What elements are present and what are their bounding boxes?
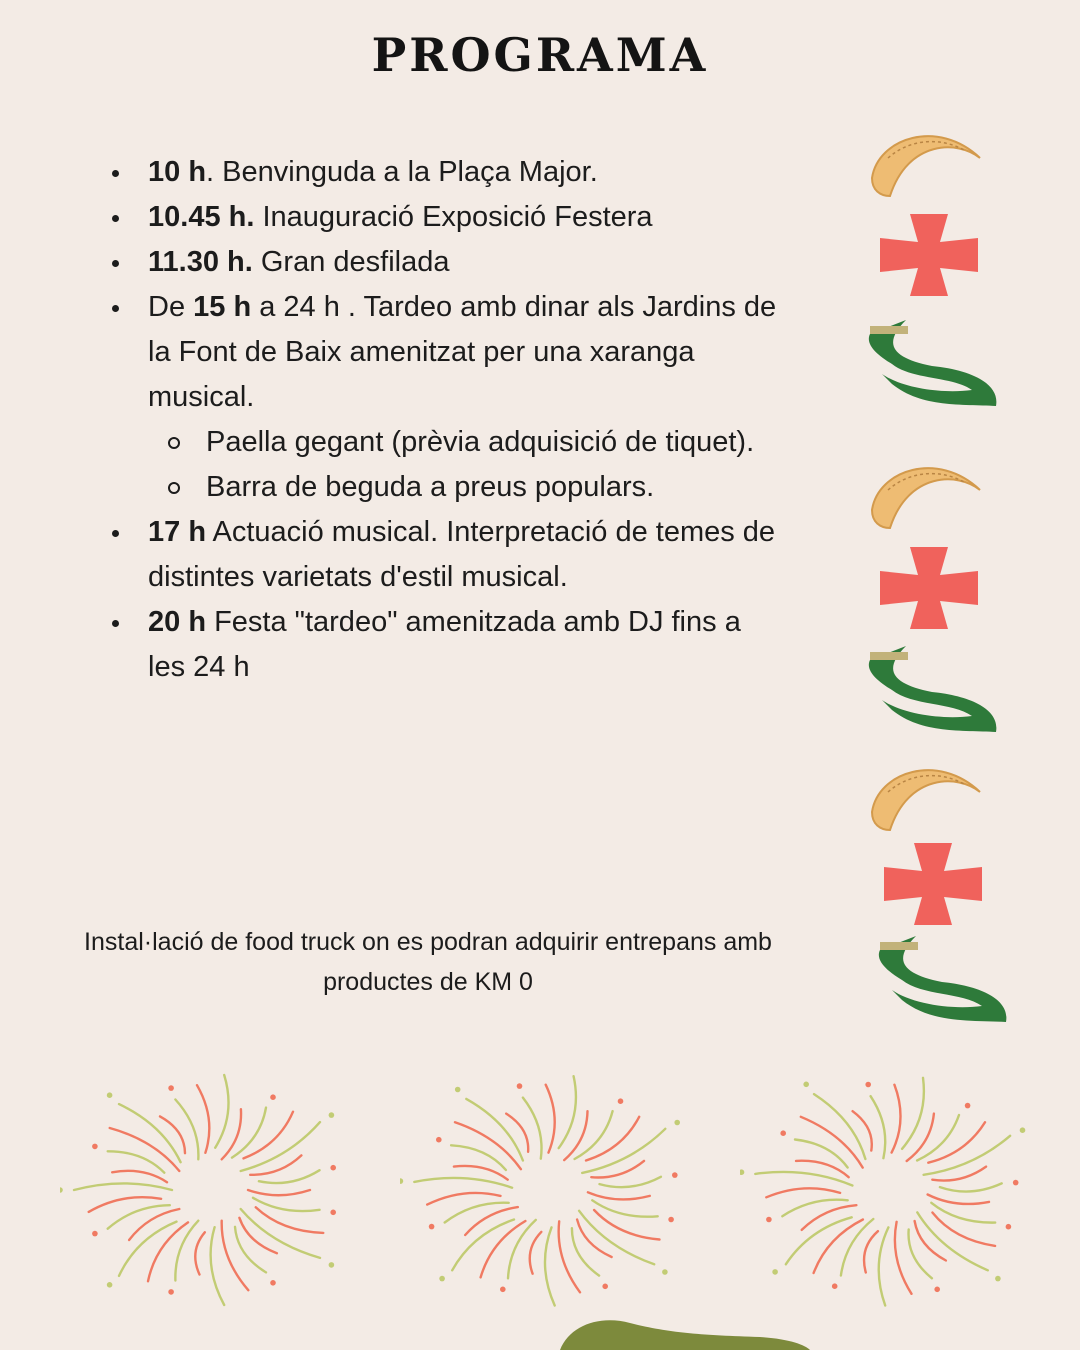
schedule-text: . Benvinguda a la Plaça Major. <box>206 156 598 188</box>
schedule-item-3 <box>100 240 780 285</box>
page-title: PROGRAMA <box>371 28 709 82</box>
sub-list <box>148 420 780 510</box>
schedule-time: 10 h <box>148 156 207 188</box>
schedule-item-6 <box>100 600 780 690</box>
schedule-item-4 <box>100 285 780 510</box>
schedule-text: Gran desfilada <box>252 246 450 278</box>
green-ribbon-icon <box>862 640 1002 740</box>
schedule-time: 17 h <box>148 516 207 548</box>
schedule-list <box>100 150 780 690</box>
schedule-item-5 <box>100 510 780 600</box>
schedule-text: a 24 h . Tardeo amb dinar als Jardins de la Font de Baix amenitzat per una xaranga musical. <box>148 291 777 413</box>
red-cross-icon <box>880 547 978 629</box>
coca-pastry-icon <box>868 752 984 834</box>
schedule-text: Festa "tardeo" amenitzada amb DJ fins a les 24 h <box>148 606 741 683</box>
coca-pastry-icon <box>868 450 984 532</box>
firework-icon <box>60 1070 360 1310</box>
schedule-time: 10.45 h. <box>148 201 255 233</box>
schedule-item-2 <box>100 195 780 240</box>
schedule-text: Actuació musical. Interpretació de temes de distintes varietats d'estil musical. <box>148 516 776 593</box>
firework-icon <box>400 1070 700 1310</box>
green-blob-shape <box>560 1315 810 1350</box>
schedule-pre: De <box>148 291 194 323</box>
green-ribbon-icon <box>862 314 1002 414</box>
food-truck-note: Instal·lació de food truck on es podran adquirir entrepans amb productes de KM 0 <box>84 928 772 996</box>
schedule-time: 15 h <box>193 291 252 323</box>
red-cross-icon <box>884 843 982 925</box>
schedule-item-1 <box>100 150 780 195</box>
coca-pastry-icon <box>868 118 984 200</box>
schedule-time: 20 h <box>148 606 207 638</box>
schedule-time: 11.30 h. <box>148 246 253 278</box>
green-ribbon-icon <box>872 930 1012 1030</box>
firework-icon <box>740 1070 1040 1310</box>
sub-item-1: Paella gegant (prèvia adquisició de tiquet). <box>148 420 780 465</box>
sub-item-2: Barra de beguda a preus populars. <box>148 465 780 510</box>
red-cross-icon <box>880 214 978 296</box>
schedule-text: Inauguració Exposició Festera <box>254 201 653 233</box>
